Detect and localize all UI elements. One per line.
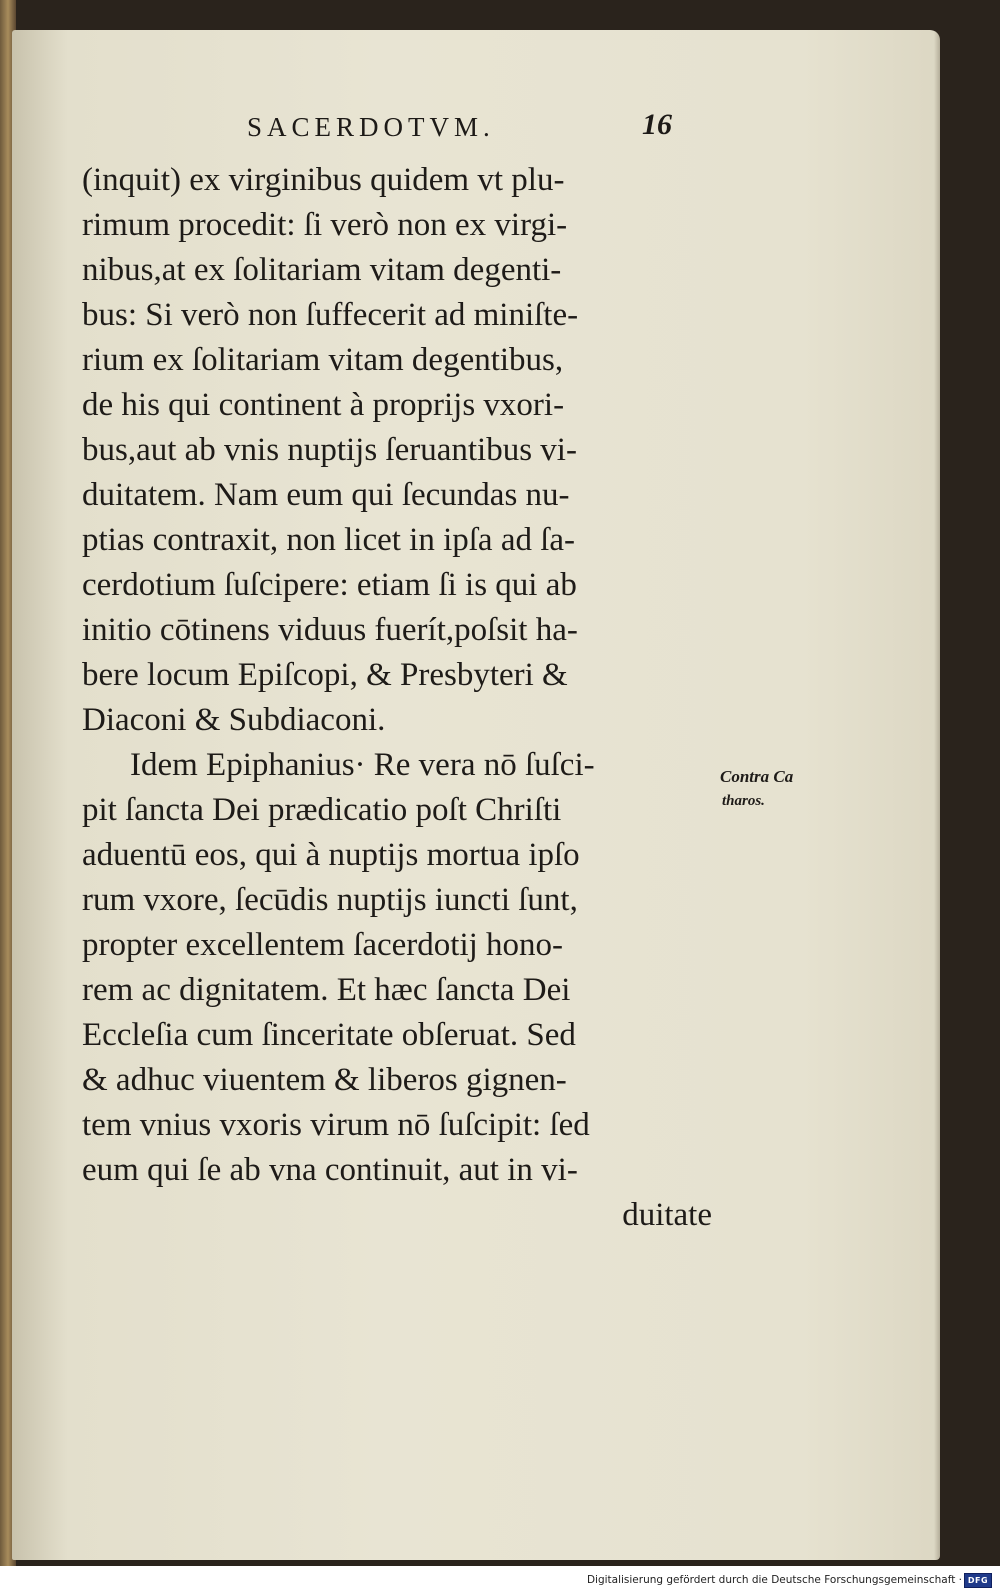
text-line: Diaconi & Subdiaconi. <box>82 702 386 738</box>
page-number: 16 <box>642 108 672 141</box>
text-line: rium ex ſolitariam vitam degentibus, <box>82 342 564 378</box>
text-line: ptias contraxit, non licet in ipſa ad ſa- <box>82 522 576 558</box>
running-head: SACERDOTVM. <box>247 112 495 142</box>
margin-note-line: Contra Ca <box>720 767 794 786</box>
text-line: cerdotium ſuſcipere: etiam ſi is qui ab <box>82 567 577 603</box>
page-edge-shadow <box>934 30 940 1560</box>
text-line: bus: Si verò non ſuffecerit ad miniſte- <box>82 297 579 333</box>
text-line: rimum procedit: ſi verò non ex virgi- <box>82 207 568 243</box>
text-line: eum qui ſe ab vna continuit, aut in vi- <box>82 1152 578 1188</box>
text-line: rem ac dignitatem. Et hæc ſancta Dei <box>82 972 571 1008</box>
margin-note <box>720 765 830 813</box>
text-line: (inquit) ex virginibus quidem vt plu- <box>82 162 565 198</box>
text-line: rum vxore, ſecūdis nuptijs iuncti ſunt, <box>82 882 578 918</box>
text-line: initio cōtinens viduus fuerít,poſsit ha- <box>82 612 578 648</box>
dfg-logo: DFG <box>964 1573 992 1588</box>
text-line: tem vnius vxoris virum nō ſuſcipit: ſed <box>82 1107 590 1143</box>
footer-bar <box>0 1566 1000 1594</box>
paragraph-start-line: Idem Epiphanius· Re vera nō ſuſci- <box>130 747 595 783</box>
text-line: propter excellentem ſacerdotij hono- <box>82 927 564 963</box>
text-line: pit ſancta Dei prædicatio poſt Chriſti <box>82 792 562 828</box>
page-header <box>12 108 940 152</box>
funding-credit: Digitalisierung gefördert durch die Deutsche Forschungsgemeinschaft · <box>586 1574 962 1586</box>
text-line: & adhuc viuentem & liberos gignen- <box>82 1062 567 1098</box>
text-line: nibus,at ex ſolitariam vitam degenti- <box>82 252 562 288</box>
text-line: de his qui continent à proprijs vxori- <box>82 387 565 423</box>
body-text <box>82 158 722 1238</box>
text-line: aduentū eos, qui à nuptijs mortua ipſo <box>82 837 580 873</box>
text-line: duitatem. Nam eum qui ſecundas nu- <box>82 477 570 513</box>
book-page <box>12 30 940 1560</box>
text-line: bere locum Epiſcopi, & Presbyteri & <box>82 657 568 693</box>
catchword: duitate <box>622 1197 712 1233</box>
margin-note-line: tharos. <box>722 793 765 809</box>
text-line: bus,aut ab vnis nuptijs ſeruantibus vi- <box>82 432 577 468</box>
text-line: Eccleſia cum ſinceritate obſeruat. Sed <box>82 1017 576 1053</box>
